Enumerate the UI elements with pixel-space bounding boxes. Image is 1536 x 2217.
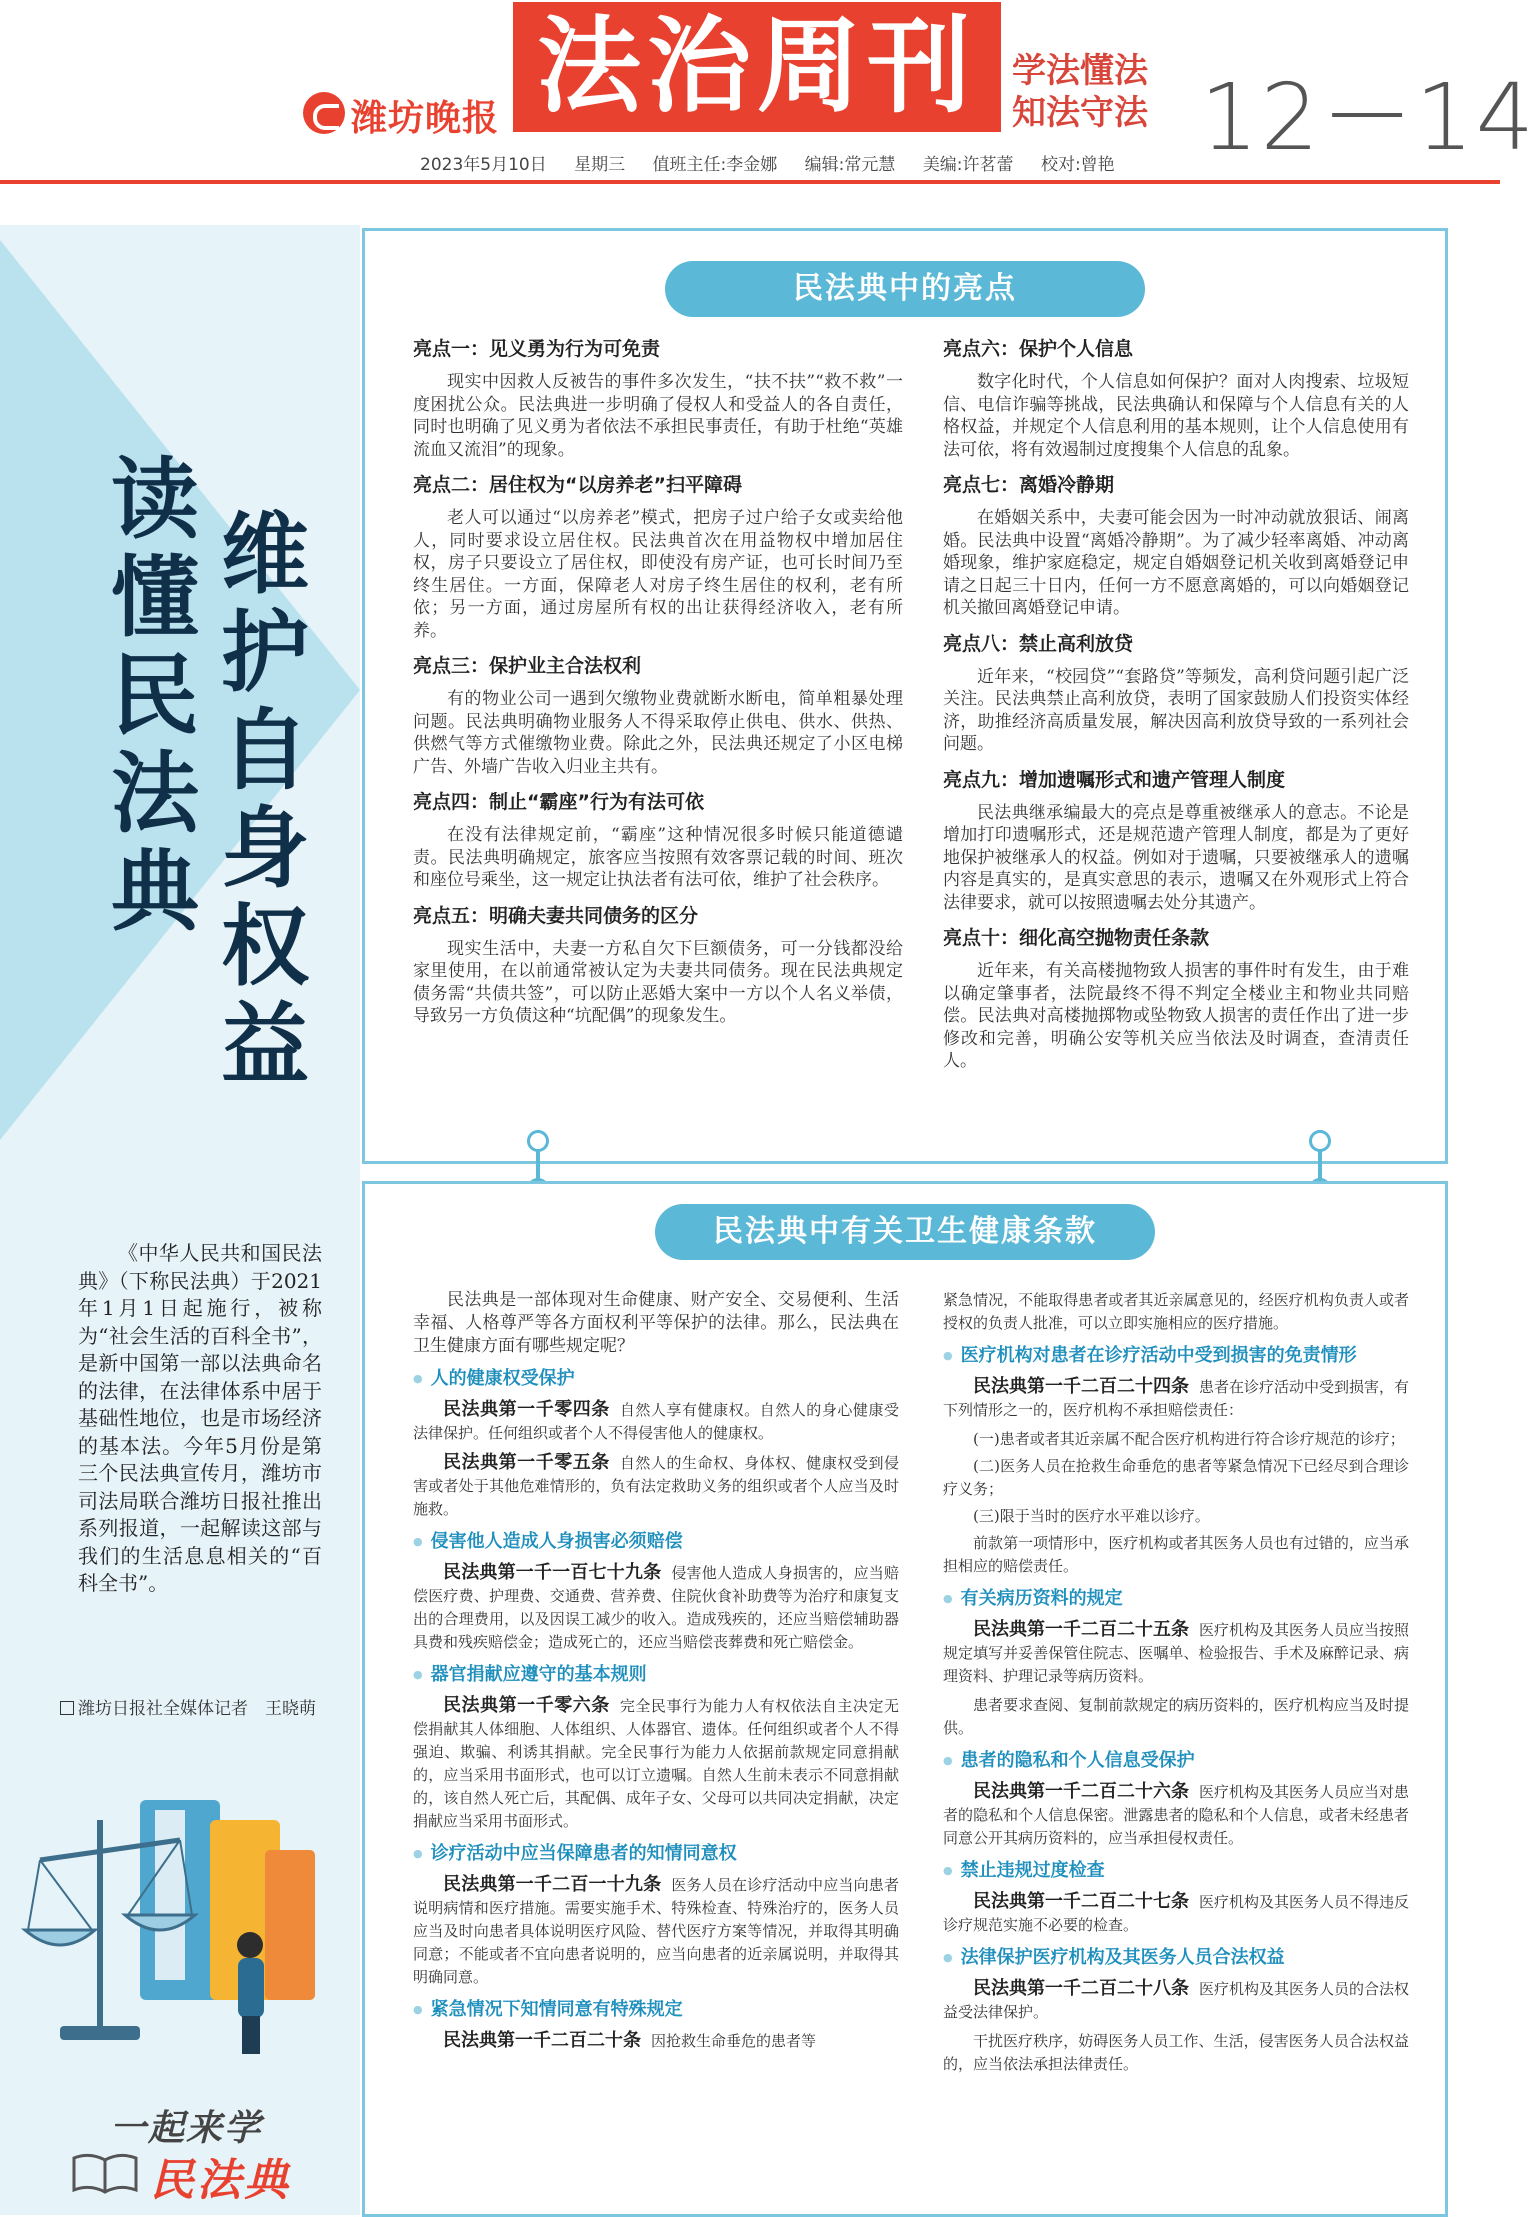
highlight-title: 亮点三：保护业主合法权利 (413, 655, 642, 677)
paper-logo-icon (303, 92, 345, 134)
highlight-title: 亮点九：增加遗嘱形式和遗产管理人制度 (943, 768, 1286, 791)
section-heading: ● 法律保护医疗机构及其医务人员合法权益 (943, 1945, 1409, 1971)
article-number: 民法典第一千零五条 (443, 1452, 610, 1473)
health-provisions-title: 民法典中有关卫生健康条款 (655, 1204, 1155, 1260)
scales-base (60, 2026, 140, 2040)
highlight-body: 近年来，“校园贷”“套路贷”等频发，高利贷问题引起广泛关注。民法典禁止高利放贷，表明了国家鼓励人们投资实体经济，助推经济高质量发展，解决因高利放贷导致的一系列社会问题。 (943, 666, 1409, 754)
highlight-body: 有的物业公司一遇到欠缴物业费就断水断电，简单粗暴处理问题。民法典明确物业服务人不得采取停止供电、供水、供热、供燃气等方式催缴物业费。除此之外，民法典还规定了小区电梯广告、外墙广告收入归业主共有。 (413, 689, 903, 777)
section-heading: ● 侵害他人造成人身损害必须赔偿 (413, 1529, 899, 1555)
section-heading: ● 器官捐献应遵守的基本规则 (413, 1662, 899, 1688)
article-number: 民法典第一千二百二十条 (443, 2030, 641, 2051)
slogan-line-2: 知法守法 (1012, 93, 1148, 133)
article-number: 民法典第一千一百七十九条 (443, 1562, 662, 1583)
section-heading: ● 有关病历资料的规定 (943, 1586, 1409, 1612)
article (413, 1451, 899, 1521)
section-heading: ● 人的健康权受保护 (413, 1366, 899, 1392)
article (943, 1977, 1409, 2024)
article-number: 民法典第一千二百二十五条 (973, 1619, 1189, 1640)
article (943, 1780, 1409, 1850)
highlight-title: 亮点八：禁止高利放贷 (943, 632, 1134, 655)
slogan-line-1: 学法懂法 (1012, 51, 1148, 91)
health-column-right (943, 1289, 1409, 2080)
highlight-body: 近年来，有关高楼抛物致人损害的事件时有发生，由于难以确定肇事者，法院最终不得不判定全楼业主和物业共同赔偿。民法典对高楼抛掷物或坠物致人损害的责任作出了进一步修改和完善，明确公安等机关应当依法及时调查，查清责任人。 (943, 961, 1409, 1071)
dateline (420, 150, 1137, 175)
highlight-title: 亮点二：居住权为“以房养老”扫平障碍 (413, 474, 742, 496)
highlight-title: 亮点十：细化高空抛物责任条款 (943, 927, 1210, 949)
article-clause: (一)患者或者其近亲属不配合医疗机构进行符合诊疗规范的诊疗； (973, 1430, 1405, 1448)
article-text: 医疗机构及其医务人员应当按照规定填写并妥善保管住院志、医嘱单、检验报告、手术及麻醉记录、病理资料、护理记录等病历资料。 (943, 1621, 1410, 1685)
article-number: 民法典第一千二百一十九条 (443, 1874, 662, 1895)
section-heading: ● 诊疗活动中应当保障患者的知情同意权 (413, 1841, 899, 1867)
open-book-icon (70, 2150, 140, 2194)
health-column-left (413, 1289, 899, 2059)
article-clause: 干扰医疗秩序，妨碍医务人员工作、生活，侵害医务人员合法权益的，应当依法承担法律责任。 (943, 2032, 1409, 2073)
highlights-title: 民法典中的亮点 (665, 261, 1145, 317)
section-heading: ● 医疗机构对患者在诊疗活动中受到损害的免责情形 (943, 1343, 1409, 1369)
article (943, 1890, 1409, 1937)
article-text: 医疗机构及其医务人员不得违反诊疗规范实施不必要的检查。 (943, 1893, 1410, 1934)
article-text: 医疗机构及其医务人员的合法权益受法律保护。 (943, 1980, 1410, 2021)
paper-name: 潍坊晚报 (351, 97, 500, 139)
law-books-scales-illustration (20, 1730, 350, 2060)
highlight-body: 在没有法律规定前，“霸座”这种情况很多时候只能道德谴责。民法典明确规定，旅客应当按照有效客票记载的时间、班次和座位号乘坐，这一规定让执法者有法可依，维护了社会秩序。 (413, 825, 903, 890)
article (943, 1375, 1409, 1422)
designer: 美编:许茗蕾 (922, 155, 1014, 175)
duty-director: 值班主任:李金娜 (652, 155, 778, 175)
article-text: 患者在诊疗活动中受到损害，有下列情形之一的，医疗机构不承担赔偿责任： (943, 1378, 1410, 1419)
headline-left-column: 读懂民法典 (110, 447, 199, 943)
highlights-box (362, 228, 1448, 1164)
highlight-title: 亮点四：制止“霸座”行为有法可依 (413, 791, 704, 813)
title-banner (513, 2, 1001, 132)
book-orange (265, 1850, 315, 2000)
highlights-column-right (943, 331, 1409, 1085)
person-head (237, 1932, 263, 1958)
issue-date: 2023年5月10日 (420, 155, 547, 175)
headline-right-column: 维护自身权益 (220, 502, 309, 1096)
proofreader: 校对:曾艳 (1040, 155, 1115, 175)
article-clause: (二)医务人员在抢救生命垂危的患者等紧急情况下已经尽到合理诊疗义务； (943, 1457, 1409, 1498)
article-number: 民法典第一千零六条 (443, 1695, 610, 1716)
highlight-title: 亮点一：见义勇为行为可免责 (413, 338, 661, 360)
article-number: 民法典第一千二百二十四条 (973, 1376, 1189, 1397)
article-text: 医疗机构及其医务人员应当对患者的隐私和个人信息保密。泄露患者的隐私和个人信息，或者未经患者同意公开其病历资料的，应当承担侵权责任。 (943, 1783, 1410, 1847)
article (413, 1561, 899, 1654)
article-text: 因抢救生命垂危的患者等 (651, 2032, 817, 2050)
highlights-column-left (413, 331, 903, 1040)
article (413, 1873, 899, 1989)
paper-logo (303, 88, 513, 138)
highlight-body: 在婚姻关系中，夫妻可能会因为一时冲动就放狠话、闹离婚。民法典中设置“离婚冷静期”。为了减少轻率离婚、冲动离婚现象，维护家庭稳定，规定自婚姻登记机关收到离婚登记申请之日起三十日内，任何一方不愿意离婚的，可以向婚姻登记机关撤回离婚登记申请。 (943, 508, 1409, 618)
article-clause: 前款第一项情形中，医疗机构或者其医务人员也有过错的，应当承担相应的赔偿责任。 (943, 1534, 1409, 1575)
article-clause: 患者要求查阅、复制前款规定的病历资料的，医疗机构应当及时提供。 (943, 1696, 1409, 1737)
scales-pan-left (25, 1930, 95, 1945)
health-intro: 民法典是一部体现对生命健康、财产安全、交易便利、生活幸福、人格尊严等各方面权利平等保护的法律。那么，民法典在卫生健康方面有哪些规定呢？ (413, 1290, 899, 1356)
page-range: 12－14 (1200, 64, 1536, 171)
article-text: 侵害他人造成人身损害的，应当赔偿医疗费、护理费、交通费、营养费、住院伙食补助费等为治疗和康复支出的合理费用，以及因误工减少的收入。造成残疾的，还应当赔偿辅助器具费和残疾赔偿金；造成死亡的，还应当赔偿丧葬费和死亡赔偿金。 (413, 1564, 899, 1651)
masthead-divider (0, 180, 1500, 184)
article-number: 民法典第一千二百二十八条 (973, 1978, 1189, 1999)
section-heading: ● 紧急情况下知情同意有特殊规定 (413, 1997, 899, 2023)
highlight-title: 亮点五：明确夫妻共同债务的区分 (413, 904, 699, 927)
editor: 编辑:常元慧 (804, 155, 896, 175)
article-text: 医务人员在诊疗活动中应当向患者说明病情和医疗措施。需要实施手术、特殊检查、特殊治疗的，医务人员应当及时向患者具体说明医疗风险、替代医疗方案等情况，并取得其明确同意；不能或者不宜向患者说明的，应当向患者的近亲属说明，并取得其明确同意。 (413, 1876, 899, 1986)
series-logo-line-1: 一起来学 (110, 2107, 263, 2149)
article-number: 民法典第一千二百二十七条 (973, 1891, 1189, 1912)
article-text: 自然人的生命权、身体权、健康权受到侵害或者处于其他危难情形的，负有法定救助义务的组织或者个人应当及时施救。 (413, 1454, 899, 1518)
person-legs (242, 2016, 260, 2054)
byline: 潍坊日报社全媒体记者 王晓萌 (60, 1694, 316, 1719)
article (943, 1618, 1409, 1688)
article-text: 完全民事行为能力人有权依法自主决定无偿捐献其人体细胞、人体组织、人体器官、遗体。任何组织或者个人不得强迫、欺骗、利诱其捐献。完全民事行为能力人依据前款规定同意捐献的，应当采用书面形式，也可以订立遗嘱。自然人生前未表示不同意捐献的，该自然人死亡后，其配偶、成年子女、父母可以共同决定捐献，决定捐献应当采用书面形式。 (413, 1697, 899, 1830)
article-clause: (三)限于当时的医疗水平难以诊疗。 (973, 1507, 1210, 1525)
series-logo (70, 2100, 340, 2206)
page-title: 法治周刊 (536, 4, 977, 127)
health-provisions-box (362, 1181, 1448, 2217)
issue-weekday: 星期三 (574, 155, 626, 175)
slogan (1012, 50, 1182, 134)
book-pages (155, 1810, 185, 1980)
highlight-title: 亮点六：保护个人信息 (943, 338, 1134, 360)
article-number: 民法典第一千零四条 (443, 1399, 610, 1420)
article-number: 民法典第一千二百二十六条 (973, 1781, 1189, 1802)
article (413, 2029, 899, 2053)
article-text: 自然人享有健康权。自然人的身心健康受法律保护。任何组织或者个人不得侵害他人的健康权。 (413, 1401, 899, 1442)
article (413, 1694, 899, 1833)
article (413, 1398, 899, 1445)
highlight-title: 亮点七：离婚冷静期 (943, 474, 1115, 496)
series-intro: 《中华人民共和国民法典》（下称民法典）于2021年1月1日起施行，被称为“社会生活的百科全书”，是新中国第一部以法典命名的法律，在法律体系中居于基础性地位，也是市场经济的基本法。今年5月份是第三个民法典宣传月，潍坊市司法局联合潍坊日报社推出系列报道，一起解读这部与我们的生活息息相关的“百科全书”。 (78, 1241, 322, 1595)
highlight-body: 现实生活中，夫妻一方私自欠下巨额债务，可一分钱都没给家里使用，在以前通常被认定为夫妻共同债务。现在民法典规定债务需“共债共签”，可以防止恶婚大案中一方以个人名义举债，导致另一方负债这种“坑配偶”的现象发生。 (413, 938, 903, 1026)
highlight-body: 民法典继承编最大的亮点是尊重被继承人的意志。不论是增加打印遗嘱形式，还是规范遗产管理人制度，都是为了更好地保护被继承人的权益。例如对于遗嘱，只要被继承人的遗嘱内容是真实的，是真实意思的表示，遗嘱又在外观形式上符合法律要求，就可以按照遗嘱去处分其遗产。 (943, 802, 1409, 913)
series-logo-line-2: 民法典 (150, 2155, 291, 2206)
article-continuation: 紧急情况，不能取得患者或者其近亲属意见的，经医疗机构负责人或者授权的负责人批准，可以立即实施相应的医疗措施。 (943, 1291, 1409, 1332)
highlight-body: 现实中因救人反被告的事件多次发生，“扶不扶”“救不救”一度困扰公众。民法典进一步明确了侵权人和受益人的各自责任，同时也明确了见义勇为者依法不承担民事责任，有助于杜绝“英雄流血又流泪”的现象。 (413, 372, 903, 460)
highlight-body: 老人可以通过“以房养老”模式，把房子过户给子女或卖给他人，同时要求设立居住权。民法典首次在用益物权中增加居住权，房子只要设立了居住权，即使没有房产证，也可长时间乃至终生居住。一方面，保障老人对房子终生居住的权利，老有所依；另一方面，通过房屋所有权的出让获得经济收入，老有所养。 (413, 508, 903, 641)
highlight-body: 数字化时代，个人信息如何保护？面对人肉搜索、垃圾短信、电信诈骗等挑战，民法典确认和保障与个人信息有关的人格权益，并规定个人信息利用的基本规则，让个人信息使用有法可依，将有效遏制过度搜集个人信息的乱象。 (943, 372, 1409, 460)
person-body (238, 1958, 264, 2018)
section-heading: ● 患者的隐私和个人信息受保护 (943, 1748, 1409, 1774)
section-heading: ● 禁止违规过度检查 (943, 1858, 1409, 1884)
masthead (0, 0, 1536, 180)
